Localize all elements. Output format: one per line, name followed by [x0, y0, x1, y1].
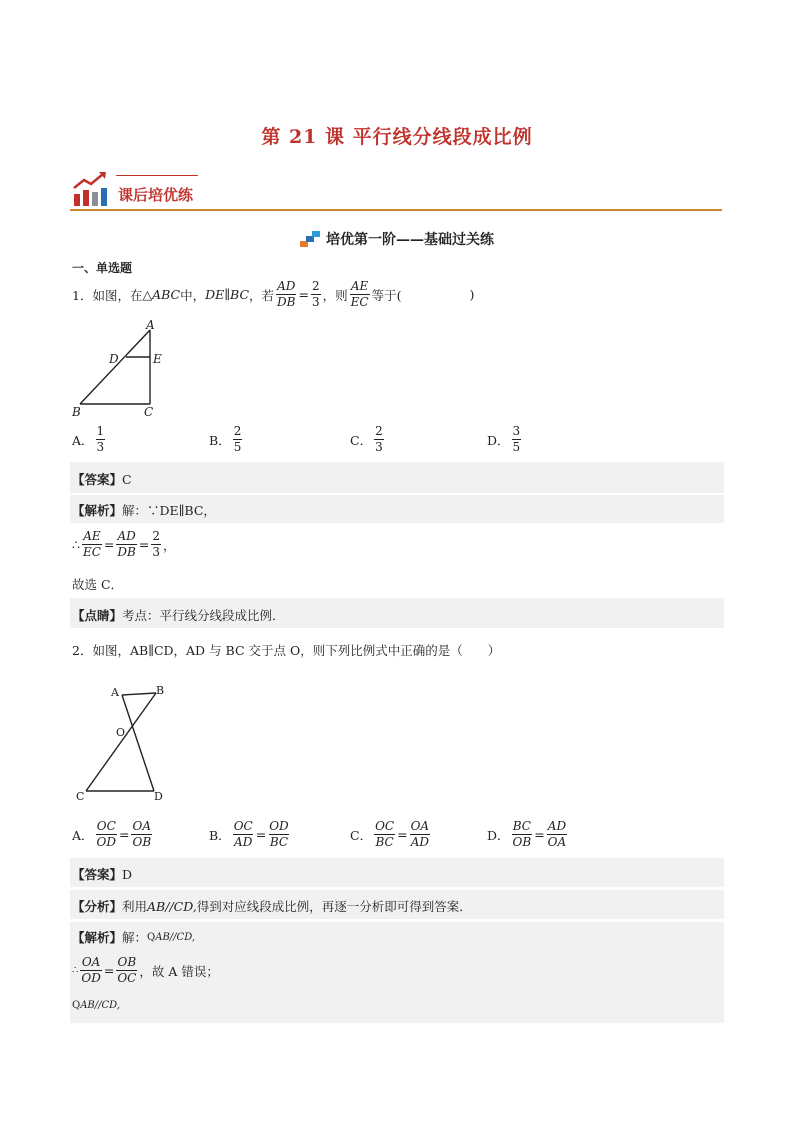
section-divider	[70, 209, 722, 211]
label-b: B	[72, 405, 81, 418]
page-title: 第 21 课 平行线分线段成比例	[261, 126, 533, 148]
q1-proportion-line: ∴ $\frac{AE}{EC}$ = $\frac{AD}{DB}$ = $\frac{2}{3}$ ，	[72, 529, 176, 559]
label-d: D	[109, 352, 119, 366]
bar-chart-arrow-icon	[72, 170, 108, 208]
q1-option-d[interactable]: D． $\frac{3}{5}$	[487, 424, 521, 454]
label-a: A	[111, 686, 119, 699]
q1-remark-band: 【点睛】 考点：平行线分线段成比例．	[70, 598, 724, 628]
q2-option-d[interactable]: D． $\frac{BC}{OB}$ = $\frac{AD}{OA}$	[487, 819, 567, 849]
label-b: B	[156, 684, 165, 697]
fraction-2-3: $\frac{2}{3}$	[311, 279, 320, 309]
label-c: C	[76, 790, 85, 803]
q2-answer-band: 【答案】 D	[70, 858, 724, 887]
triangle-figure	[70, 318, 170, 418]
label-e: E	[153, 352, 162, 366]
q2-fenxi-band: 【分析】 利用 AB//CD, 得到对应线段成比例，再逐一分析即可得到答案．	[70, 890, 724, 919]
hourglass-figure	[70, 680, 180, 805]
q1-option-b[interactable]: B． $\frac{2}{5}$	[209, 424, 242, 454]
question-1-stem: 1．如图，在 △ABC 中， DE ∥ BC ，若 $\frac{AD}{DB}$ = $\frac{2}{3}$ ，则 $\frac{AE}{EC}$ 等于( )	[72, 279, 475, 309]
q1-option-a[interactable]: A． $\frac{1}{3}$	[72, 424, 105, 454]
stage-title: 培优第一阶——基础过关练	[326, 232, 494, 248]
label-a: A	[146, 318, 155, 332]
section-label: 课后培优练	[118, 186, 194, 204]
q2-option-a[interactable]: A． $\frac{OC}{OD}$ = $\frac{OA}{OB}$	[72, 819, 152, 849]
q1-option-c[interactable]: C． $\frac{2}{3}$	[350, 424, 383, 454]
q2-option-b[interactable]: B． $\frac{OC}{AD}$ = $\frac{OD}{BC}$	[209, 819, 289, 849]
label-o: O	[116, 726, 126, 739]
question-2-stem: 2．如图，AB∥CD，AD 与 BC 交于点 O，则下列比例式中正确的是（ ）	[72, 643, 501, 658]
part-heading: 一、单选题	[72, 261, 133, 275]
q2-option-c[interactable]: C． $\frac{OC}{BC}$ = $\frac{OA}{AD}$	[350, 819, 430, 849]
label-d: D	[154, 790, 163, 803]
label-c: C	[144, 405, 154, 418]
q1-analysis-band: 【解析】 解：∵DE∥BC，	[70, 495, 724, 523]
stage-heading	[0, 229, 794, 251]
section-accent-line	[116, 175, 198, 176]
steps-icon	[300, 231, 320, 247]
q1-choose: 故选 C．	[72, 577, 124, 592]
fraction-ad-db: $\frac{AD}{DB}$	[277, 279, 296, 309]
q1-answer-band: 【答案】 C	[70, 462, 724, 493]
fraction-ae-ec: $\frac{AE}{EC}$	[350, 279, 369, 309]
q2-analysis-band: 【解析】 解： Q AB//CD, ∴ $\frac{OA}{OD}$ = $\frac{OB}{OC}$ ，故 A 错误； Q AB//CD,	[70, 922, 724, 1023]
